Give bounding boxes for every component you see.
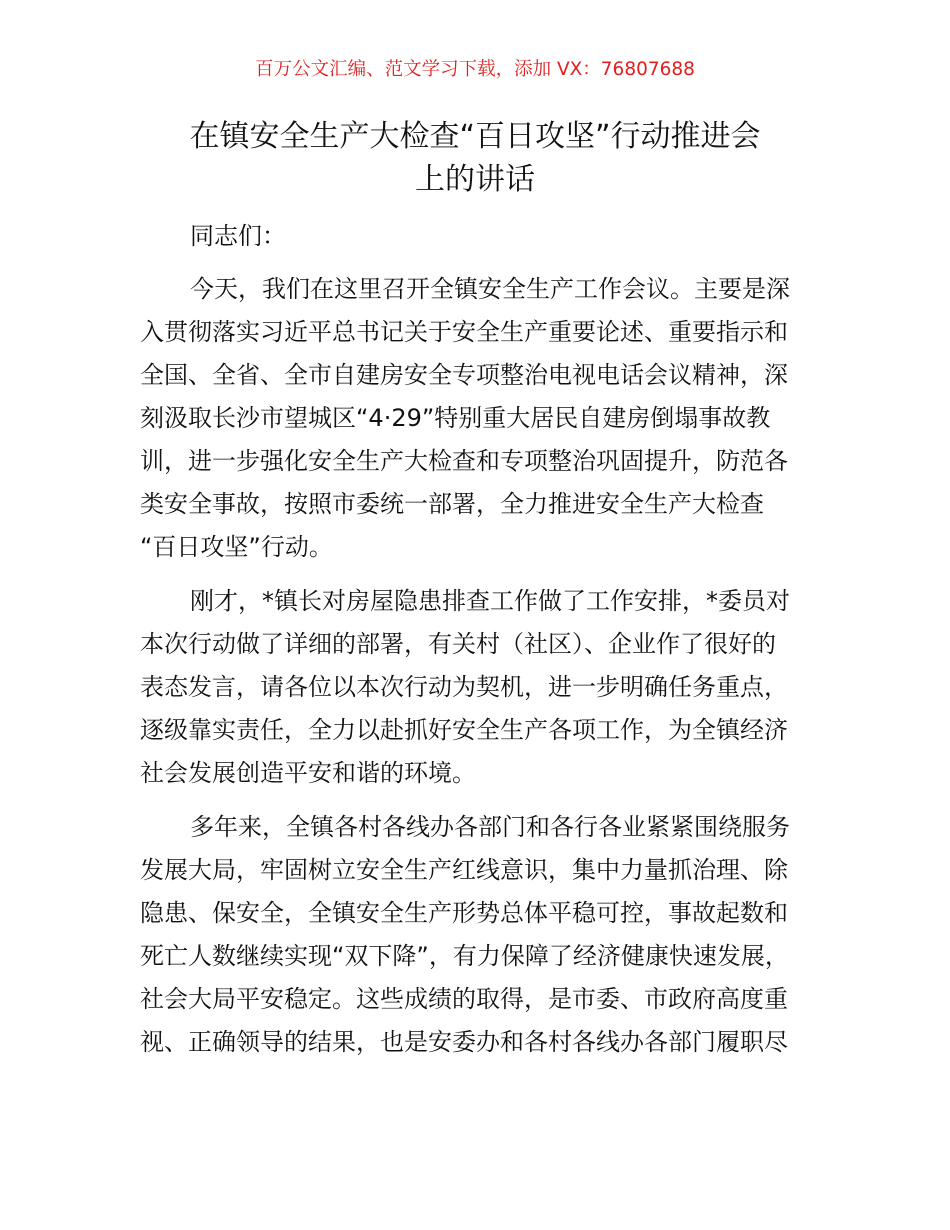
text-line: 今天，我们在这里召开全镇安全生产工作会议。主要是深: [190, 275, 790, 303]
document-title: [0, 115, 950, 201]
title-line: 上的讲话: [415, 162, 535, 197]
salutation-text: 同志们：: [190, 222, 286, 250]
text-line: 刻汲取长沙市望城区“4·29”特别重大居民自建房倒塌事故教: [140, 404, 771, 432]
paragraph-2: [140, 580, 840, 795]
title-line: 在镇安全生产大检查“百日攻坚”行动推进会: [189, 119, 761, 154]
text-line: 视、正确领导的结果，也是安委办和各村各线办各部门履职尽: [140, 1028, 788, 1056]
salutation: [140, 215, 840, 258]
text-line: 隐患、保安全，全镇安全生产形势总体平稳可控，事故起数和: [140, 899, 788, 927]
text-line: 全国、全省、全市自建房安全专项整治电视电话会议精神，深: [140, 361, 788, 389]
text-line: 刚才，*镇长对房屋隐患排查工作做了工作安排，*委员对: [190, 587, 790, 615]
text-line: 多年来，全镇各村各线办各部门和各行各业紧紧围绕服务: [190, 813, 790, 841]
text-line: “百日攻坚”行动。: [140, 533, 333, 561]
text-line: 表态发言，请各位以本次行动为契机，进一步明确任务重点，: [140, 673, 788, 701]
text-line: 逐级靠实责任，全力以赴抓好安全生产各项工作，为全镇经济: [140, 716, 788, 744]
paragraph-3: [140, 806, 840, 1064]
text-line: 类安全事故，按照市委统一部署，全力推进安全生产大检查: [140, 490, 764, 518]
text-line: 发展大局，牢固树立安全生产红线意识，集中力量抓治理、除: [140, 856, 788, 884]
text-line: 本次行动做了详细的部署，有关村（社区）、企业作了很好的: [140, 630, 776, 658]
text-line: 死亡人数继续实现“双下降”，有力保障了经济健康快速发展，: [140, 942, 789, 970]
text-line: 入贯彻落实习近平总书记关于安全生产重要论述、重要指示和: [140, 318, 788, 346]
watermark-banner: 百万公文汇编、范文学习下载，添加 VX：76807688: [255, 59, 695, 80]
paragraph-1: [140, 268, 840, 569]
text-line: 社会发展创造平安和谐的环境。: [140, 759, 476, 787]
text-line: 社会大局平安稳定。这些成绩的取得，是市委、市政府高度重: [140, 985, 788, 1013]
text-line: 训，进一步强化安全生产大检查和专项整治巩固提升，防范各: [140, 447, 788, 475]
